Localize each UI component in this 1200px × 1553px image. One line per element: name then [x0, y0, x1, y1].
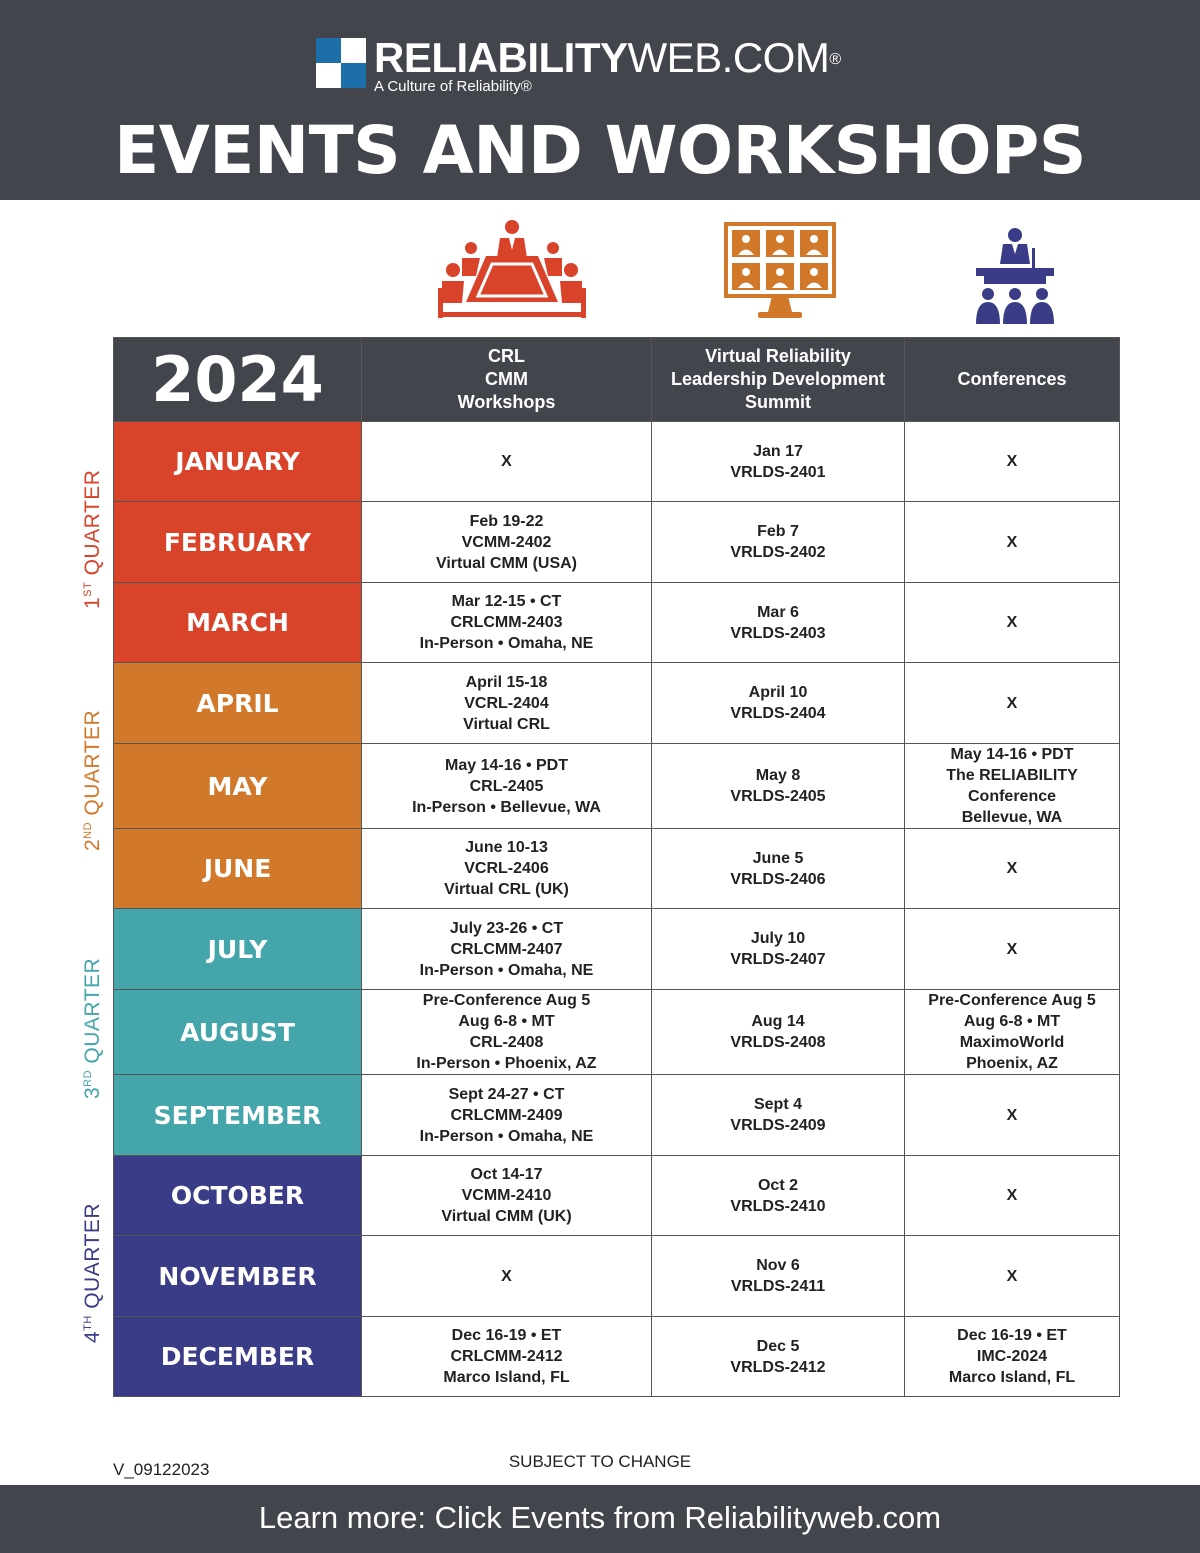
table-row: [114, 1156, 1120, 1236]
crl-cell: Pre-Conference Aug 5 Aug 6-8 • MT CRL-2408 In-Person • Phoenix, AZ: [362, 990, 652, 1075]
reliabilityweb-logo[interactable]: [316, 34, 841, 95]
conf-cell: X: [905, 1236, 1120, 1317]
logo-checker-icon: [316, 38, 366, 88]
vrlds-cell: April 10 VRLDS-2404: [652, 663, 905, 744]
month-november: NOVEMBER: [114, 1236, 362, 1317]
conf-cell: X: [905, 583, 1120, 663]
quarter-1-label: 1ST QUARTER: [81, 469, 104, 609]
crl-cell: Dec 16-19 • ET CRLCMM-2412 Marco Island, FL: [362, 1317, 652, 1397]
subject-to-change-note: SUBJECT TO CHANGE: [508, 1452, 692, 1471]
crl-cell: Feb 19-22 VCMM-2402 Virtual CMM (USA): [362, 502, 652, 583]
vrlds-cell: Dec 5 VRLDS-2412: [652, 1317, 905, 1397]
crl-cell: Sept 24-27 • CT CRLCMM-2409 In-Person • Omaha, NE: [362, 1075, 652, 1156]
header-banner: [0, 0, 1200, 200]
version-label: V_09122023: [113, 1460, 210, 1479]
conf-cell: May 14-16 • PDT The RELIABILITY Conference Bellevue, WA: [905, 744, 1120, 829]
vrlds-cell: Jan 17 VRLDS-2401: [652, 422, 905, 502]
table-row: [114, 663, 1120, 744]
month-august: AUGUST: [114, 990, 362, 1075]
table-row: [114, 1236, 1120, 1317]
crl-cell: April 15-18 VCRL-2404 Virtual CRL: [362, 663, 652, 744]
page-title: EVENTS AND WORKSHOPS: [114, 112, 1086, 189]
crl-cell: X: [362, 422, 652, 502]
brand-regular: WEB.COM: [627, 34, 830, 81]
col-header-conferences: Conferences: [905, 338, 1120, 422]
table-row: [114, 1075, 1120, 1156]
vrlds-cell: Feb 7 VRLDS-2402: [652, 502, 905, 583]
conf-cell: Pre-Conference Aug 5 Aug 6-8 • MT MaximoWorld Phoenix, AZ: [905, 990, 1120, 1075]
conf-cell: X: [905, 829, 1120, 909]
vrlds-cell: Oct 2 VRLDS-2410: [652, 1156, 905, 1236]
events-calendar-table: [113, 337, 1120, 1397]
quarter-3-label: 3RD QUARTER: [81, 957, 104, 1099]
table-row: [114, 909, 1120, 990]
brand-tagline: A Culture of Reliability®: [374, 78, 532, 95]
conf-cell: X: [905, 663, 1120, 744]
quarter-4-label: 4TH QUARTER: [81, 1203, 104, 1343]
month-february: FEBRUARY: [114, 502, 362, 583]
vrlds-cell: June 5 VRLDS-2406: [652, 829, 905, 909]
month-december: DECEMBER: [114, 1317, 362, 1397]
month-june: JUNE: [114, 829, 362, 909]
vrlds-cell: Mar 6 VRLDS-2403: [652, 583, 905, 663]
month-september: SEPTEMBER: [114, 1075, 362, 1156]
vrlds-cell: Aug 14 VRLDS-2408: [652, 990, 905, 1075]
table-row: [114, 990, 1120, 1075]
table-row: [114, 744, 1120, 829]
conf-cell: X: [905, 422, 1120, 502]
crl-cell: X: [362, 1236, 652, 1317]
conf-cell: Dec 16-19 • ET IMC-2024 Marco Island, FL: [905, 1317, 1120, 1397]
table-row: [114, 829, 1120, 909]
month-january: JANUARY: [114, 422, 362, 502]
vrlds-cell: July 10 VRLDS-2407: [652, 909, 905, 990]
quarter-2-label: 2ND QUARTER: [81, 709, 104, 851]
month-october: OCTOBER: [114, 1156, 362, 1236]
crl-cell: May 14-16 • PDT CRL-2405 In-Person • Bellevue, WA: [362, 744, 652, 829]
conf-cell: X: [905, 1156, 1120, 1236]
month-july: JULY: [114, 909, 362, 990]
month-april: APRIL: [114, 663, 362, 744]
conf-cell: X: [905, 502, 1120, 583]
conf-cell: X: [905, 1075, 1120, 1156]
month-may: MAY: [114, 744, 362, 829]
crl-cell: Mar 12-15 • CT CRLCMM-2403 In-Person • Omaha, NE: [362, 583, 652, 663]
table-header-row: [114, 338, 1120, 422]
video-conference-monitor-icon: [724, 222, 836, 325]
month-march: MARCH: [114, 583, 362, 663]
col-header-vrlds: Virtual Reliability Leadership Development Summit: [652, 338, 905, 422]
brand-mark: ®: [829, 51, 841, 68]
crl-cell: June 10-13 VCRL-2406 Virtual CRL (UK): [362, 829, 652, 909]
table-row: [114, 1317, 1120, 1397]
boardroom-meeting-icon: [436, 218, 588, 325]
learn-more-link[interactable]: Learn more: Click Events from Reliabilityweb.com: [0, 1485, 1200, 1553]
table-row: [114, 502, 1120, 583]
conference-speaker-podium-icon: [970, 226, 1060, 331]
year-label: 2024: [114, 338, 362, 422]
table-row: [114, 422, 1120, 502]
brand-bold: RELIABILITY: [374, 34, 628, 81]
vrlds-cell: Nov 6 VRLDS-2411: [652, 1236, 905, 1317]
table-row: [114, 583, 1120, 663]
crl-cell: July 23-26 • CT CRLCMM-2407 In-Person • Omaha, NE: [362, 909, 652, 990]
vrlds-cell: Sept 4 VRLDS-2409: [652, 1075, 905, 1156]
crl-cell: Oct 14-17 VCMM-2410 Virtual CMM (UK): [362, 1156, 652, 1236]
col-header-crl-cmm: CRL CMM Workshops: [362, 338, 652, 422]
vrlds-cell: May 8 VRLDS-2405: [652, 744, 905, 829]
conf-cell: X: [905, 909, 1120, 990]
